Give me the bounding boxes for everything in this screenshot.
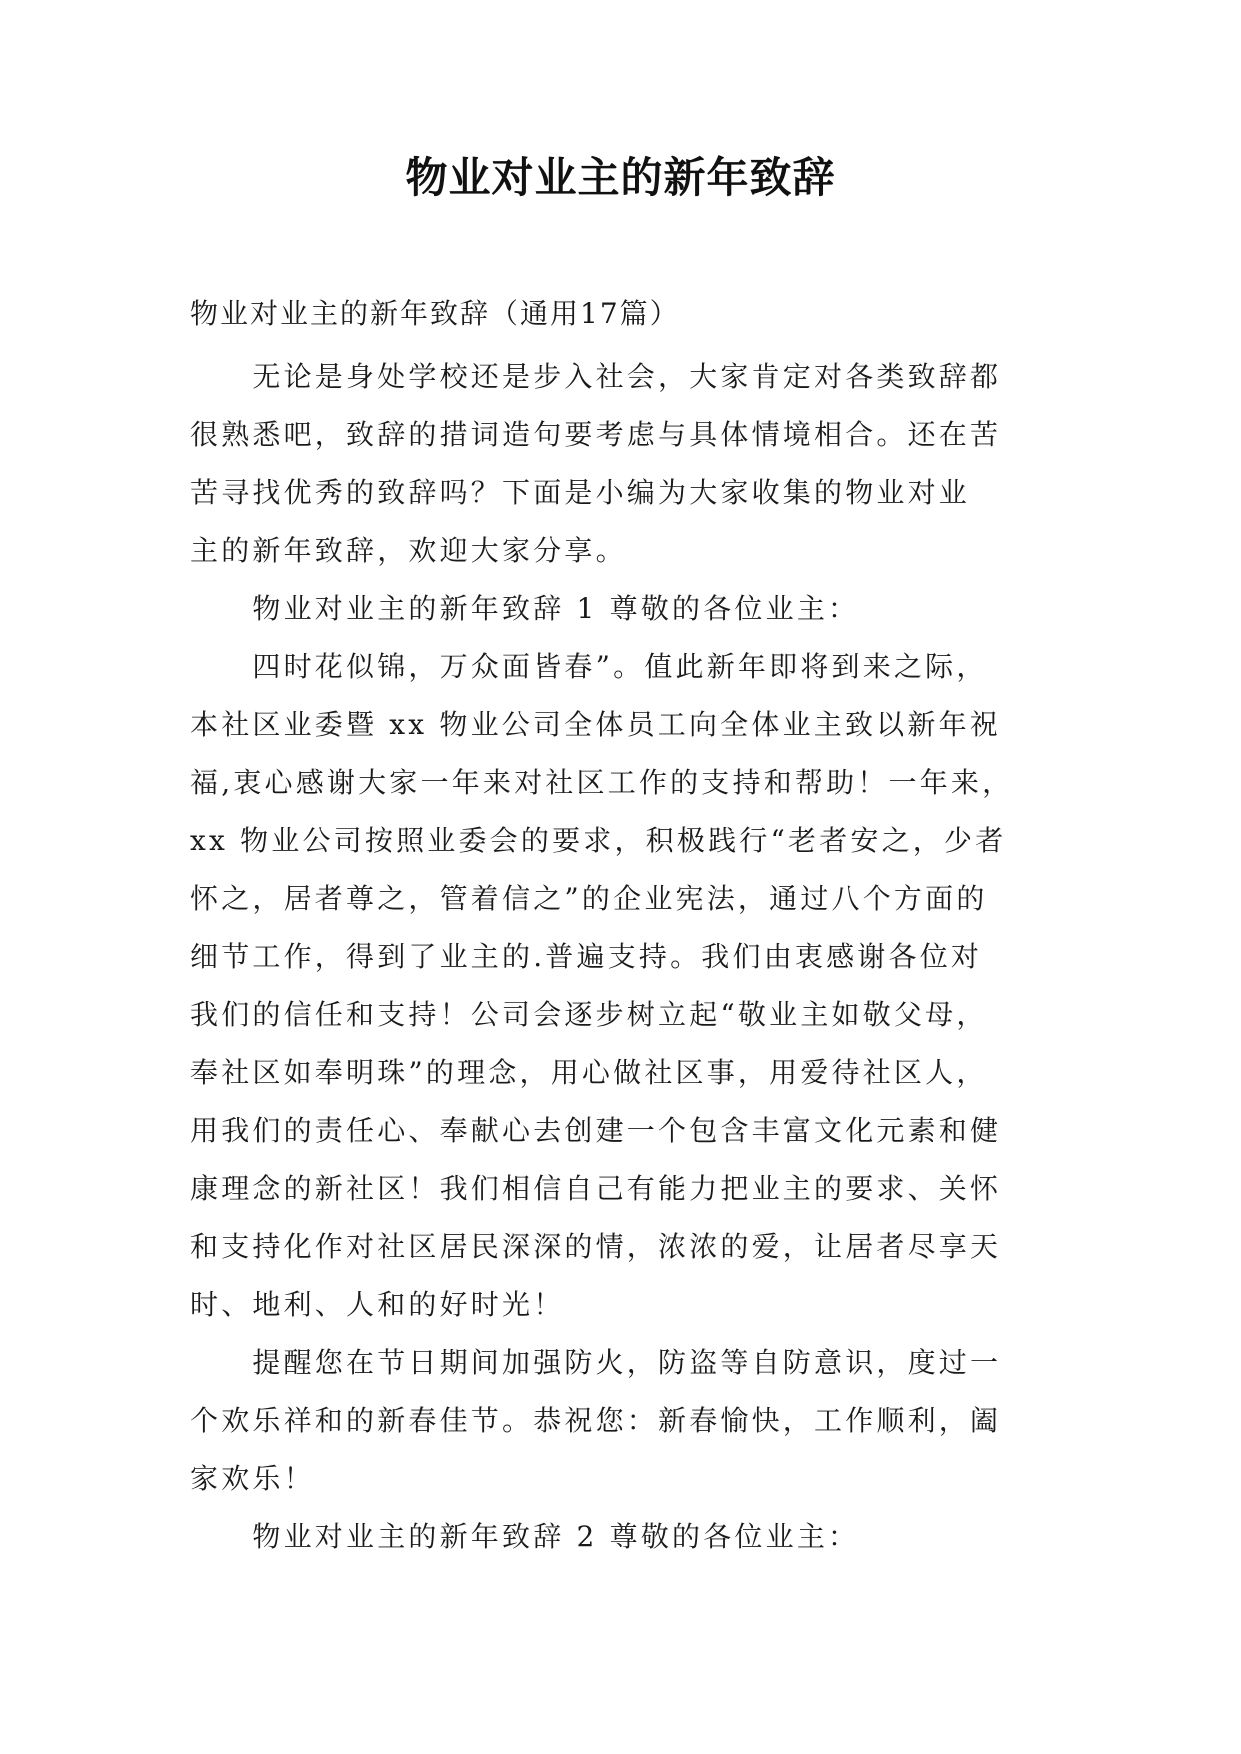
text-line: 细节工作，得到了业主的.普遍支持。我们由衷感谢各位对 <box>190 940 983 973</box>
text-line: 怀之，居者尊之，管着信之”的企业宪法，通过八个方面的 <box>190 882 988 915</box>
text-line: 提醒您在节日期间加强防火，防盗等自防意识，度过一 <box>190 1346 1002 1379</box>
text-line: 本社区业委暨 xx 物业公司全体员工向全体业主致以新年祝 <box>190 708 1001 741</box>
text-line: 家欢乐！ <box>190 1462 315 1495</box>
text-line: 用我们的责任心、奉献心去创建一个包含丰富文化元素和健 <box>190 1114 1002 1147</box>
text-line: 苦寻找优秀的致辞吗？下面是小编为大家收集的物业对业 <box>190 476 971 509</box>
text-line: 康理念的新社区！我们相信自己有能力把业主的要求、关怀 <box>190 1172 1002 1205</box>
text-line: 无论是身处学校还是步入社会，大家肯定对各类致辞都 <box>190 360 1002 393</box>
paragraph-heading-2 <box>190 1508 1070 1566</box>
document-title: 物业对业主的新年致辞 <box>405 153 836 202</box>
text-line: 和支持化作对社区居民深深的情，浓浓的爱，让居者尽享天 <box>190 1230 1002 1263</box>
text-line: 很熟悉吧，致辞的措词造句要考虑与具体情境相合。还在苦 <box>190 418 1002 451</box>
section-heading: 物业对业主的新年致辞 2 尊敬的各位业主： <box>190 1520 860 1553</box>
text-line: 福,衷心感谢大家一年来对社区工作的支持和帮助！一年来， <box>190 766 1014 799</box>
document-body <box>190 348 1070 1566</box>
text-line: 我们的信任和支持！公司会逐步树立起“敬业主如敬父母， <box>190 998 988 1031</box>
text-line: 主的新年致辞，欢迎大家分享。 <box>190 534 627 567</box>
text-line: 奉社区如奉明珠”的理念，用心做社区事，用爱待社区人， <box>190 1056 988 1089</box>
text-line: 个欢乐祥和的新春佳节。恭祝您：新春愉快，工作顺利，阖 <box>190 1404 1002 1437</box>
text-line: xx 物业公司按照业委会的要求，积极践行“老者安之，少者 <box>190 824 1007 857</box>
paragraph-reminder <box>190 1334 1070 1508</box>
text-line: 四时花似锦，万众面皆春”。值此新年即将到来之际， <box>190 650 988 683</box>
text-line: 时、地利、人和的好时光！ <box>190 1288 565 1321</box>
paragraph-intro <box>190 348 1070 580</box>
document-subtitle: 物业对业主的新年致辞（通用17篇） <box>190 297 680 330</box>
section-heading: 物业对业主的新年致辞 1 尊敬的各位业主： <box>190 592 860 625</box>
paragraph-speech-1 <box>190 638 1070 1334</box>
paragraph-heading-1 <box>190 580 1070 638</box>
